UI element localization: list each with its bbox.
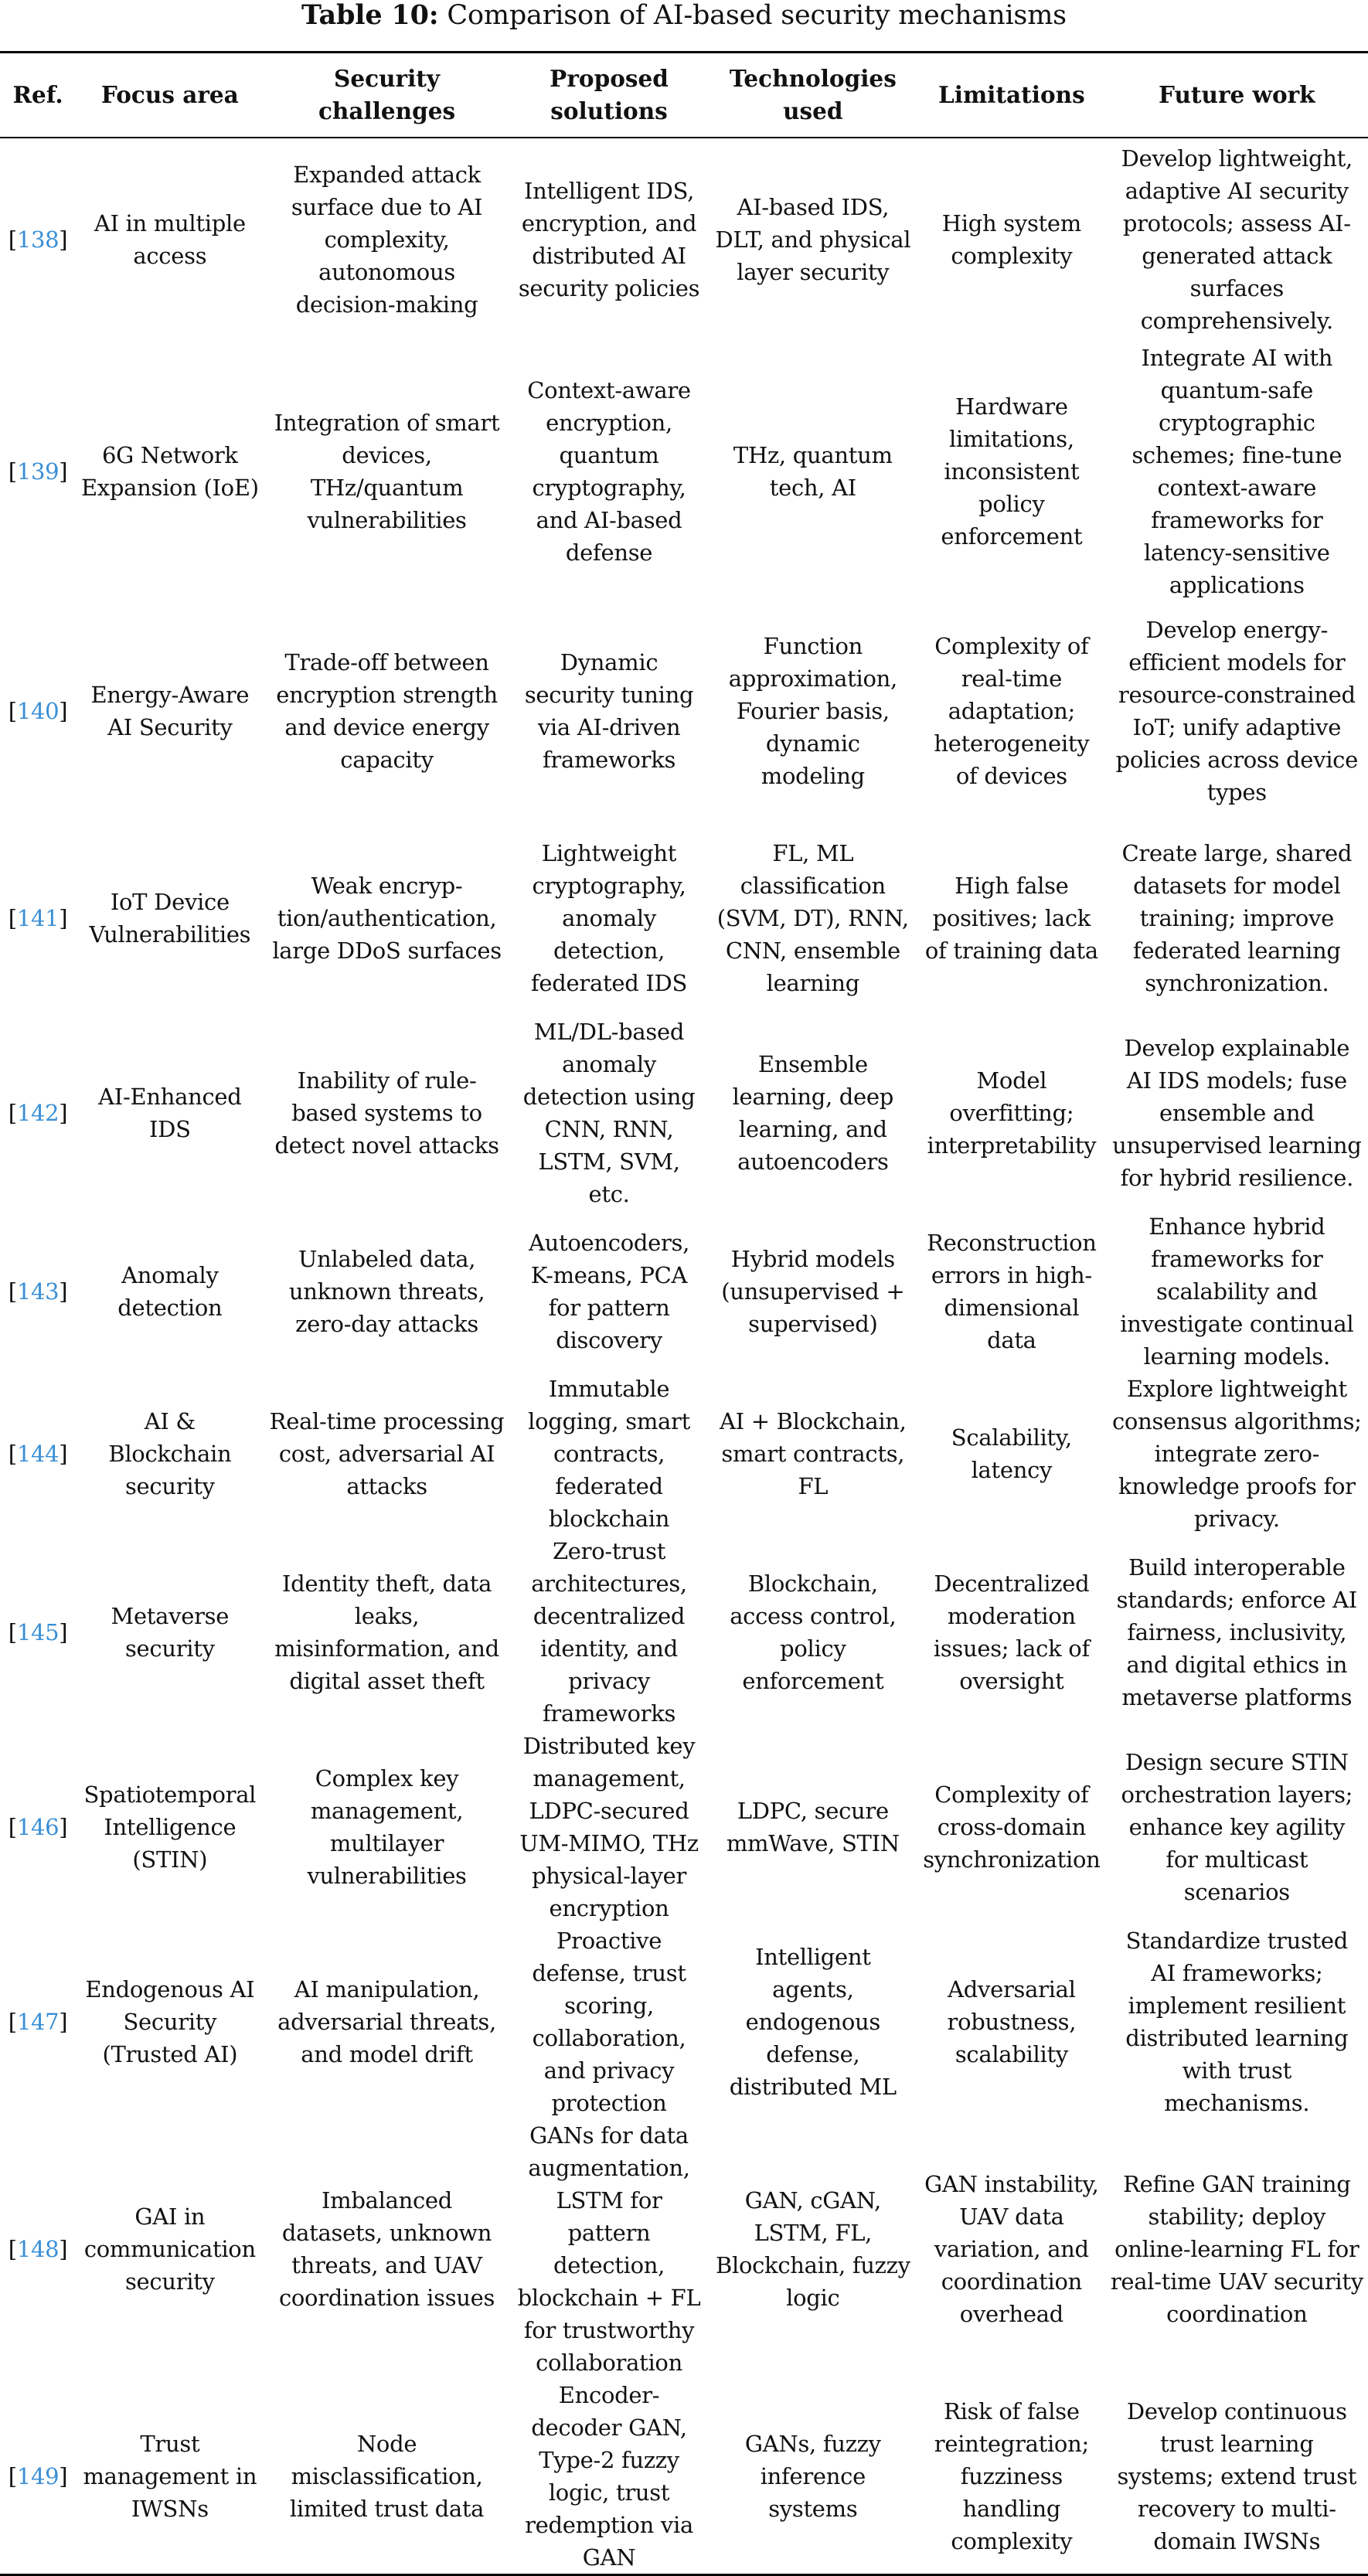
security-challenges-cell: Integration of smart devices, THz/quantum vulnerabilities bbox=[274, 409, 500, 533]
limitations-cell: GAN instability, UAV data variation, and coordination overhead bbox=[924, 2170, 1099, 2327]
future-work-cell: Build interoperable standards; enforce AI fairness, inclusivity, and digital ethics in metaverse platforms bbox=[1116, 1553, 1357, 1710]
technologies-cell: Intelligent agents, endogenous defense, distributed ML bbox=[729, 1943, 897, 2100]
header-future-work: Future work bbox=[1106, 53, 1368, 138]
ref-cell: [144] bbox=[8, 1440, 68, 1467]
security-challenges-cell: AI manipulation, adversarial threats, and model drift bbox=[277, 1975, 496, 2067]
proposed-solutions-cell: Dynamic security tuning via AI-driven frameworks bbox=[524, 648, 694, 773]
ref-cell: [140] bbox=[8, 697, 68, 724]
proposed-solutions-cell: Autoencoders, K-means, PCA for pattern discovery bbox=[528, 1229, 690, 1353]
proposed-solutions-cell: Zero-trust architectures, decentralized identity, and privacy frameworks bbox=[531, 1537, 687, 1727]
focus-area-cell: AI-Enhanced IDS bbox=[98, 1083, 242, 1142]
focus-area-cell: Trust management in IWSNs bbox=[76, 2379, 264, 2575]
table-row bbox=[0, 2379, 1368, 2575]
limitations-cell: Scalability, latency bbox=[951, 1424, 1072, 1483]
security-challenges-cell: Imbalanced datasets, unknown threats, and UAV coordination issues bbox=[278, 2186, 495, 2311]
future-work-cell: Design secure STIN orchestration layers; enhance key agility for multicast scenarios bbox=[1121, 1748, 1353, 1905]
ref-cell: [146] bbox=[8, 1813, 68, 1840]
ref-cell: [142] bbox=[8, 1099, 68, 1126]
ref-cell: [141] bbox=[8, 904, 68, 931]
future-work-cell: Create large, shared datasets for model training; improve federated learning synchronization. bbox=[1121, 839, 1353, 996]
proposed-solutions-cell: Intelligent IDS, encryption, and distributed AI security policies bbox=[518, 178, 700, 301]
table-row bbox=[0, 342, 1368, 601]
ref-link[interactable]: 143 bbox=[16, 1278, 60, 1305]
header-focus-area: Focus area bbox=[76, 53, 264, 138]
future-work-cell: Develop explainable AI IDS models; fuse ensemble and unsupervised learning for hybrid resilience. bbox=[1112, 1034, 1362, 1191]
table-row bbox=[0, 1210, 1368, 1373]
technologies-cell: Blockchain, access control, policy enforcement bbox=[730, 1570, 897, 1694]
proposed-solutions-cell: Lightweight cryptography, anomaly detection, federated IDS bbox=[531, 839, 688, 996]
technologies-cell: THz, quantum tech, AI bbox=[733, 441, 893, 501]
future-work-cell: Standardize trusted AI frameworks; implement resilient distributed learning with trust mechanisms. bbox=[1125, 1927, 1349, 2116]
header-technologies-used: Technologies used bbox=[709, 53, 918, 138]
ref-link[interactable]: 148 bbox=[16, 2235, 60, 2262]
ref-cell: [147] bbox=[8, 2008, 68, 2035]
table-row bbox=[0, 1924, 1368, 2119]
ref-link[interactable]: 144 bbox=[16, 1440, 60, 1467]
security-challenges-cell: Node misclassification, limited trust data bbox=[264, 2379, 510, 2575]
technologies-cell: GANs, fuzzy inference systems bbox=[709, 2379, 918, 2575]
limitations-cell: Hardware limitations, inconsistent policy enforcement bbox=[941, 393, 1083, 550]
security-challenges-cell: Weak encryp-tion/authentication, large DDoS surfaces bbox=[272, 872, 502, 964]
focus-area-cell: Spatiotemporal Intelligence (STIN) bbox=[83, 1781, 257, 1873]
technologies-cell: Ensemble learning, deep learning, and autoencoders bbox=[732, 1050, 894, 1175]
security-challenges-cell: Complex key management, multilayer vulnerabilities bbox=[307, 1764, 467, 1889]
focus-area-cell: 6G Network Expansion (IoE) bbox=[80, 441, 259, 501]
limitations-cell: Reconstruction errors in high-dimensional data bbox=[927, 1229, 1097, 1353]
security-challenges-cell: Unlabeled data, unknown threats, zero-day attacks bbox=[288, 1245, 485, 1337]
focus-area-cell: Metaverse security bbox=[111, 1602, 230, 1662]
technologies-cell: AI-based IDS, DLT, and physical layer security bbox=[715, 194, 911, 285]
proposed-solutions-cell: Proactive defense, trust scoring, collaboration, and privacy protection bbox=[532, 1927, 686, 2116]
technologies-cell: Function approximation, Fourier basis, dynamic modeling bbox=[728, 632, 897, 789]
future-work-cell: Develop energy-efficient models for resource-constrained IoT; unify adaptive policies across device types bbox=[1115, 616, 1358, 805]
future-work-cell: Develop lightweight, adaptive AI security protocols; assess AI-generated attack surfaces comprehensively. bbox=[1121, 145, 1353, 334]
table-row bbox=[0, 2119, 1368, 2379]
header-row bbox=[0, 53, 1368, 138]
focus-area-cell: IoT Device Vulnerabilities bbox=[89, 888, 251, 948]
ref-link[interactable]: 139 bbox=[16, 458, 60, 485]
ref-link[interactable]: 147 bbox=[16, 2008, 60, 2035]
ref-cell: [138] bbox=[8, 226, 68, 253]
focus-area-cell: GAI in communication security bbox=[83, 2203, 256, 2295]
future-work-cell: Refine GAN training stability; deploy online-learning FL for real-time UAV security coordination bbox=[1110, 2170, 1363, 2327]
focus-area-cell: Endogenous AI Security (Trusted AI) bbox=[85, 1975, 255, 2067]
technologies-cell: GAN, cGAN, LSTM, FL, Blockchain, fuzzy logic bbox=[715, 2186, 910, 2311]
table-row bbox=[0, 1730, 1368, 1924]
limitations-cell: Complexity of cross-domain synchronization bbox=[923, 1781, 1101, 1873]
table-row bbox=[0, 601, 1368, 821]
technologies-cell: Hybrid models (unsupervised + supervised) bbox=[721, 1245, 905, 1337]
ref-link[interactable]: 142 bbox=[16, 1099, 60, 1126]
limitations-cell: High false positives; lack of training data bbox=[924, 872, 1098, 964]
proposed-solutions-cell: Encoder-decoder GAN, Type-2 fuzzy logic, trust redemption via GAN bbox=[510, 2379, 709, 2575]
ref-link[interactable]: 146 bbox=[16, 1813, 60, 1840]
future-work-cell: Enhance hybrid frameworks for scalability and investigate continual learning models. bbox=[1120, 1213, 1354, 1370]
technologies-cell: LDPC, secure mmWave, STIN bbox=[726, 1797, 900, 1856]
focus-area-cell: AI & Blockchain security bbox=[108, 1407, 232, 1499]
limitations-cell: High system complexity bbox=[941, 210, 1081, 269]
proposed-solutions-cell: Context-aware encryption, quantum cryptography, and AI-based defense bbox=[527, 376, 691, 566]
comparison-table bbox=[0, 51, 1368, 2576]
table-caption-text: Comparison of AI-based security mechanisms bbox=[447, 0, 1067, 31]
security-challenges-cell: Trade-off between encryption strength and device energy capacity bbox=[276, 648, 498, 773]
technologies-cell: AI + Blockchain, smart contracts, FL bbox=[720, 1407, 907, 1499]
security-challenges-cell: Inability of rule-based systems to detect novel attacks bbox=[274, 1067, 499, 1159]
table-caption-label: Table 10: bbox=[301, 0, 439, 31]
table-row bbox=[0, 821, 1368, 1016]
focus-area-cell: Energy-Aware AI Security bbox=[90, 681, 250, 740]
future-work-cell: Integrate AI with quantum-safe cryptographic schemes; fine-tune context-aware frameworks for latency-sensitive applications bbox=[1131, 344, 1342, 598]
ref-cell: [143] bbox=[8, 1278, 68, 1305]
limitations-cell: Complexity of real-time adaptation; heterogeneity of devices bbox=[934, 632, 1090, 789]
ref-cell: [139] bbox=[8, 458, 68, 485]
security-challenges-cell: Real-time processing cost, adversarial AI attacks bbox=[269, 1407, 505, 1499]
limitations-cell: Model overfitting; interpretability bbox=[927, 1067, 1097, 1159]
security-challenges-cell: Identity theft, data leaks, misinformation, and digital asset theft bbox=[274, 1570, 499, 1694]
ref-link[interactable]: 140 bbox=[16, 697, 60, 724]
table-row bbox=[0, 1373, 1368, 1535]
limitations-cell: Risk of false reintegration; fuzziness handling complexity bbox=[917, 2379, 1106, 2575]
ref-link[interactable]: 145 bbox=[16, 1618, 60, 1645]
focus-area-cell: Anomaly detection bbox=[117, 1261, 223, 1321]
future-work-cell: Develop continuous trust learning systems; extend trust recovery to multi-domain IWSNs bbox=[1106, 2379, 1368, 2575]
limitations-cell: Decentralized moderation issues; lack of oversight bbox=[933, 1570, 1090, 1694]
table-row bbox=[0, 138, 1368, 342]
ref-cell: [148] bbox=[8, 2235, 68, 2262]
ref-cell: [145] bbox=[8, 1618, 68, 1645]
focus-area-cell: AI in multiple access bbox=[94, 210, 246, 269]
ref-link[interactable]: 138 bbox=[16, 226, 60, 253]
technologies-cell: FL, ML classification (SVM, DT), RNN, CNN, ensemble learning bbox=[716, 839, 909, 996]
header-security-challenges: Security challenges bbox=[264, 53, 510, 138]
header-limitations: Limitations bbox=[917, 53, 1106, 138]
limitations-cell: Adversarial robustness, scalability bbox=[947, 1975, 1077, 2067]
ref-link[interactable]: 149 bbox=[16, 2462, 60, 2489]
future-work-cell: Explore lightweight consensus algorithms; integrate zero-knowledge proofs for privacy. bbox=[1111, 1375, 1362, 1532]
header-ref: Ref. bbox=[0, 53, 76, 138]
table-row bbox=[0, 1016, 1368, 1210]
proposed-solutions-cell: Immutable logging, smart contracts, federated blockchain bbox=[528, 1375, 690, 1532]
ref-link[interactable]: 141 bbox=[16, 904, 60, 931]
proposed-solutions-cell: Distributed key management, LDPC-secured UM-MIMO, THz physical-layer encryption bbox=[519, 1732, 699, 1921]
table-row bbox=[0, 1535, 1368, 1730]
proposed-solutions-cell: ML/DL-based anomaly detection using CNN, RNN, LSTM, SVM, etc. bbox=[522, 1018, 696, 1207]
header-proposed-solutions: Proposed solutions bbox=[510, 53, 709, 138]
proposed-solutions-cell: GANs for data augmentation, LSTM for pattern detection, blockchain + FL for trustworthy collaboration bbox=[517, 2122, 701, 2376]
security-challenges-cell: Expanded attack surface due to AI complexity, autonomous decision-making bbox=[291, 162, 483, 318]
table-caption bbox=[0, 0, 1368, 36]
ref-cell: [149] bbox=[0, 2379, 76, 2575]
